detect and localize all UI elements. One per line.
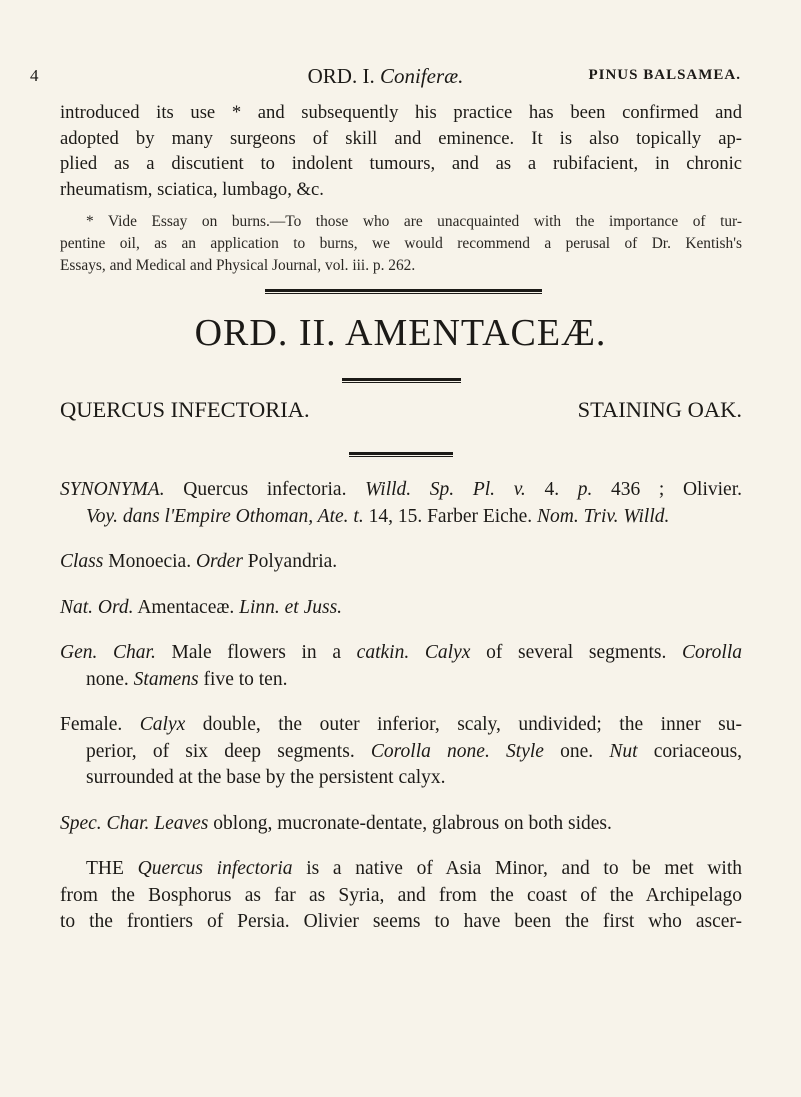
species-title [60, 397, 742, 427]
divider-rule [349, 456, 453, 457]
text-line: to the frontiers of Persia. Olivier seems to have been the first who ascer- [60, 911, 742, 932]
divider-rule [342, 382, 461, 383]
text-line: none. Stamens five to ten. [86, 668, 288, 690]
class-paragraph [60, 549, 742, 576]
specific-character-paragraph [60, 811, 742, 838]
text-line: Gen. Char. Male flowers in a catkin. Calyx of several segments. Corolla [60, 642, 742, 663]
species-common-name: STAINING OAK. [577, 397, 742, 422]
footnote [60, 211, 742, 277]
divider-rule [342, 378, 461, 381]
text-line: perior, of six deep segments. Corolla none. Style one. Nut coriaceous, [86, 740, 743, 762]
text-line: introduced its use * and subsequently his practice has been confirmed and [60, 102, 742, 123]
text-line: from the Bosphorus as far as Syria, and from the coast of the Archipelago [60, 884, 742, 906]
running-head [30, 64, 741, 90]
divider-rule [265, 289, 542, 292]
female-character-paragraph [60, 712, 742, 792]
footnote-line: pentine oil, as an application to burns, we would recommend a perusal of Dr. Kentish's [60, 235, 742, 252]
divider-rule [265, 293, 542, 294]
text-line: Voy. dans l'Empire Othoman, Ate. t. 14, 15. Farber Eiche. Nom. Triv. Willd. [86, 505, 670, 527]
natural-order-paragraph [60, 595, 742, 622]
species-description [60, 477, 742, 936]
text-line: plied as a discutient to indolent tumours, and as a rubifacient, in chronic [60, 153, 742, 174]
text-line: Spec. Char. Leaves oblong, mucronate-dentate, glabrous on both sides. [60, 812, 612, 834]
distribution-paragraph [60, 856, 742, 936]
page-number: 4 [30, 66, 39, 85]
generic-character-paragraph [60, 640, 742, 693]
continued-paragraph [60, 100, 742, 202]
text-line: rheumatism, sciatica, lumbago, &c. [60, 178, 324, 200]
divider-rule [349, 452, 453, 455]
footnote-line: * Vide Essay on burns.—To those who are unacquainted with the importance of tur- [86, 213, 742, 230]
text-line: adopted by many surgeons of skill and eminence. It is also topically ap- [60, 127, 742, 149]
text-line: Female. Calyx double, the outer inferior, scaly, undivided; the inner su- [60, 714, 743, 735]
species-latin-name: QUERCUS INFECTORIA. [60, 397, 310, 422]
text-line: Class Monoecia. Order Polyandria. [60, 551, 338, 572]
synonyma-paragraph [60, 477, 742, 530]
running-head-genus: PINUS BALSAMEA. [588, 67, 741, 83]
text-line: Nat. Ord. Amentaceæ. Linn. et Juss. [60, 596, 343, 618]
text-line: surrounded at the base by the persistent calyx. [86, 767, 446, 788]
section-heading: ORD. II. AMENTACEÆ. [194, 312, 607, 354]
text-line: THE Quercus infectoria is a native of Asia Minor, and to be met with [86, 858, 743, 879]
running-head-order: ORD. I. Coniferæ. [307, 64, 464, 88]
text-line: SYNONYMA. Quercus infectoria. Willd. Sp. Pl. v. 4. p. 436 ; Olivier. [60, 479, 743, 500]
footnote-line: Essays, and Medical and Physical Journal, vol. iii. p. 262. [60, 257, 416, 274]
